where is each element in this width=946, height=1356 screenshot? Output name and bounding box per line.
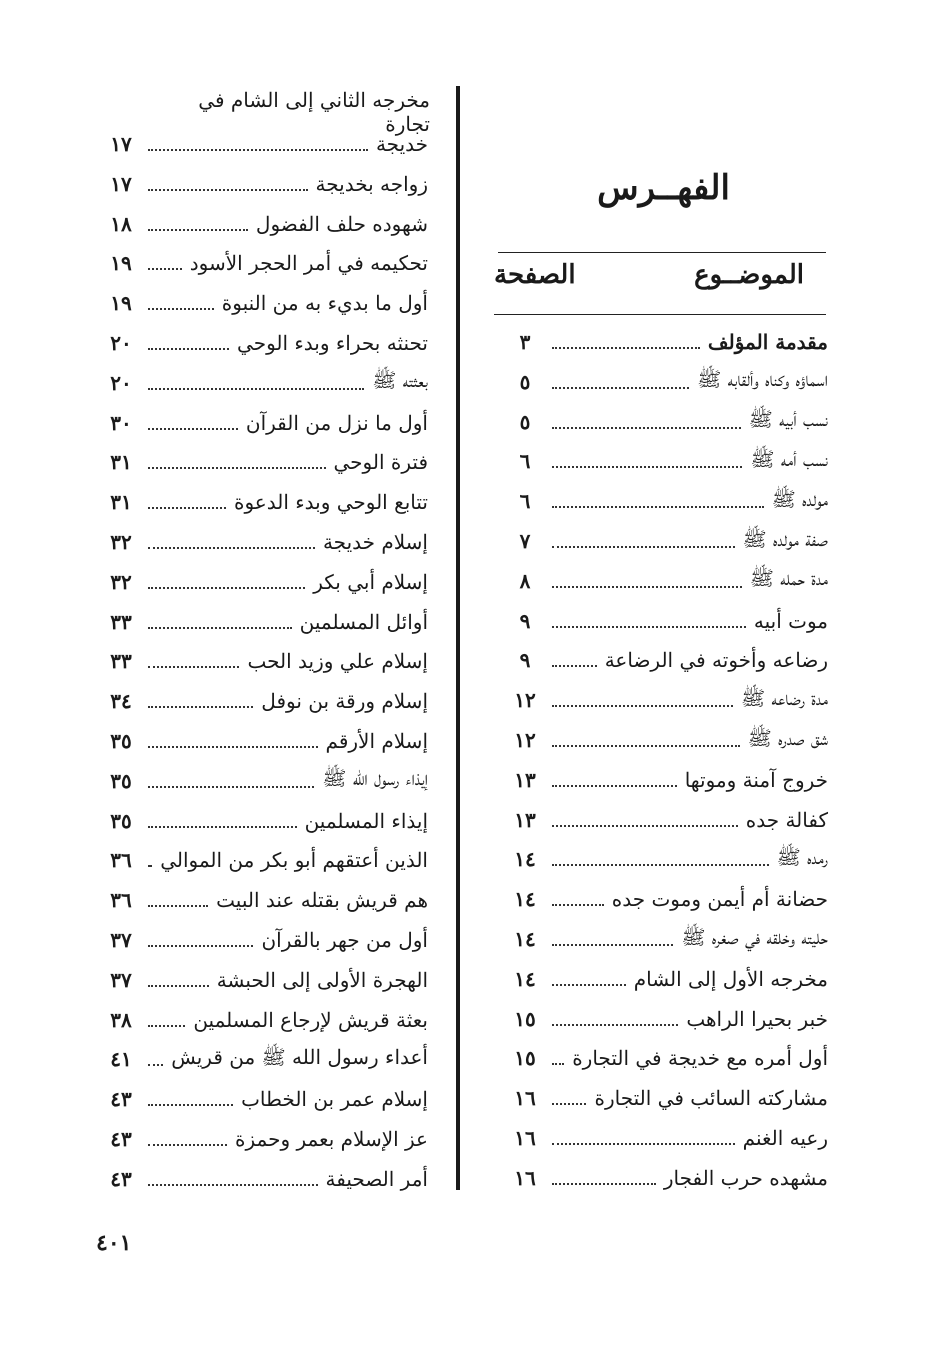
toc-entry-title: شهوده حلف الفضول	[255, 211, 428, 236]
dot-leader	[552, 1183, 656, 1185]
dot-leader	[148, 1184, 318, 1186]
toc-entry-title: أول أمره مع خديجة في التجارة	[572, 1046, 828, 1071]
toc-entry-page: ١٥	[514, 1046, 536, 1071]
toc-entry-title: زواجه بخديجة	[315, 171, 428, 196]
toc-entry	[508, 603, 828, 639]
dot-leader	[552, 427, 741, 429]
dot-leader	[552, 586, 742, 588]
toc-entry-page: ٢٠	[110, 331, 132, 355]
toc-entry-page: ١٦	[514, 1086, 536, 1111]
dot-leader	[148, 627, 292, 629]
toc-entry-title: موت أبيه	[753, 608, 828, 633]
toc-entry-title: هم قريش بقتله عند البيت	[216, 888, 428, 913]
toc-entry-page: ٣٦	[110, 888, 132, 913]
toc-entry-page: ١٥	[514, 1006, 536, 1031]
toc-entry-page: ١٢	[514, 728, 536, 752]
dot-leader	[552, 825, 738, 827]
column-divider	[456, 86, 460, 1190]
toc-entry-title: إسلام الأرقم	[325, 729, 428, 753]
toc-entry-page: ١٦	[514, 1165, 536, 1190]
dot-leader	[148, 348, 229, 350]
toc-entry-title: بعثته ﷺ	[372, 368, 428, 393]
toc-entry	[508, 921, 828, 957]
toc-entry-page: ١٤	[514, 927, 536, 951]
toc-entry-page: ٥	[519, 409, 531, 434]
toc-entry-title: الذين أعتقهم أبو بكر من الموالي	[160, 848, 428, 873]
dot-leader	[148, 865, 152, 867]
header-top-rule	[498, 252, 826, 253]
dot-leader	[552, 745, 740, 747]
dot-leader	[148, 428, 238, 430]
dot-leader	[148, 1064, 163, 1066]
toc-entry	[104, 285, 428, 321]
toc-entry	[508, 364, 828, 400]
dot-leader	[148, 587, 305, 589]
toc-entry-title: مشاركته السائب في التجارة	[594, 1086, 828, 1111]
dot-leader	[552, 506, 764, 508]
toc-entry-title: إسلام ورقة بن نوفل	[261, 689, 428, 714]
toc-entry-page: ٣٢	[110, 530, 132, 554]
toc-entry	[104, 484, 428, 520]
toc-entry	[104, 922, 428, 958]
header-page-label: الصفحة	[494, 260, 576, 290]
toc-entry	[508, 563, 828, 599]
toc-entry	[104, 1002, 428, 1038]
toc-entry-page: ٨	[519, 568, 531, 593]
toc-entry-page: ١٢	[514, 688, 536, 713]
toc-entry-title: أول ما بديء به من النبوة	[221, 291, 428, 316]
toc-entry-page: ٣٧	[110, 967, 132, 992]
toc-entry	[104, 564, 428, 600]
toc-entry-title: تتابع الوحي وبدء الدعوة	[233, 490, 428, 515]
dot-leader	[148, 388, 364, 390]
dot-leader	[148, 985, 209, 987]
toc-entry-title: أعداء رسول الله ﷺ من قريش	[171, 1044, 428, 1069]
toc-entry	[104, 405, 428, 441]
toc-entry-title: خديجة	[375, 132, 428, 156]
toc-entry-title: إيذاء رسول الله ﷺ	[322, 766, 428, 791]
dot-leader	[552, 984, 626, 986]
toc-entry-page: ٣٥	[110, 808, 132, 833]
toc-entry	[508, 1160, 828, 1196]
dot-leader	[552, 387, 689, 389]
toc-entry	[104, 325, 428, 361]
toc-entry-title: عز الإسلام بعمر وحمزة	[235, 1127, 428, 1151]
toc-entry	[104, 166, 428, 202]
continued-entry-line: مخرجه الثاني إلى الشام في تجارة	[198, 88, 430, 136]
toc-entry	[104, 723, 428, 759]
toc-entry-title: نسب أمه ﷺ	[750, 446, 828, 471]
toc-entry-page: ٦	[519, 449, 531, 474]
toc-entry-title: مشهده حرب الفجار	[663, 1165, 828, 1190]
toc-entry-title: رضاعه وأخوته في الرضاعة	[604, 648, 828, 673]
toc-entry	[104, 1161, 428, 1197]
toc-entry-title: مخرجه الأول إلى الشام	[633, 966, 828, 991]
toc-entry	[104, 245, 428, 281]
toc-entry	[104, 803, 428, 839]
dot-leader	[148, 467, 326, 469]
dot-leader	[148, 507, 226, 509]
toc-entry	[104, 763, 428, 799]
dot-leader	[148, 945, 253, 947]
toc-entry-page: ١٩	[110, 251, 132, 276]
dot-leader	[148, 746, 318, 748]
toc-entry-page: ١٩	[110, 291, 132, 316]
toc-entry-page: ٣٢	[110, 569, 132, 594]
toc-entry-page: ٣٨	[110, 1007, 132, 1032]
toc-entry-title: مدة حمله ﷺ	[749, 566, 828, 591]
toc-entry-title: خبر بحيرا الراهب	[686, 1006, 828, 1031]
dot-leader	[148, 547, 315, 549]
toc-entry	[508, 722, 828, 758]
toc-entry-title: نسب أبيه ﷺ	[748, 407, 828, 432]
toc-entry-title: إسلام أبي بكر	[313, 569, 428, 594]
toc-entry-page: ٤٣	[110, 1087, 132, 1112]
dot-leader	[552, 466, 742, 468]
toc-entry-page: ٣	[519, 330, 531, 354]
toc-entry-title: أول ما نزل من القرآن	[245, 410, 428, 435]
toc-entry	[508, 642, 828, 678]
toc-entry-title: شق صدره ﷺ	[747, 725, 828, 750]
toc-entry-page: ٢٠	[110, 370, 132, 395]
toc-entry-page: ١٦	[514, 1126, 536, 1150]
dot-leader	[148, 1144, 227, 1146]
toc-entry-page: ٥	[519, 369, 531, 394]
toc-entry-title: فترة الوحي	[333, 450, 428, 475]
header-topic-label: الموضــوع	[694, 260, 804, 290]
toc-entry	[104, 444, 428, 480]
toc-entry-title: حليته وخلقه في صغره ﷺ	[681, 924, 828, 949]
toc-entry	[104, 1121, 428, 1157]
toc-entry-page: ٧	[519, 529, 531, 553]
toc-entry	[104, 524, 428, 560]
toc-entry-page: ٤٣	[110, 1127, 132, 1151]
toc-entry-title: حضانة أم أيمن وموت جده	[611, 887, 828, 912]
toc-entry	[104, 206, 428, 242]
toc-entry-page: ٩	[519, 608, 531, 633]
dot-leader	[552, 1063, 564, 1065]
toc-entry	[508, 1001, 828, 1037]
toc-entry	[508, 682, 828, 718]
toc-entry-title: كفالة جده	[745, 807, 828, 832]
toc-entry-page: ٩	[519, 648, 531, 673]
toc-entry	[104, 604, 428, 640]
dot-leader	[552, 347, 700, 349]
toc-entry-page: ٤٣	[110, 1166, 132, 1191]
toc-entry-page: ١٣	[514, 807, 536, 832]
toc-entry	[104, 126, 428, 162]
toc-entry-page: ٣٣	[110, 649, 132, 674]
dot-leader	[148, 826, 297, 828]
toc-entry-page: ٣١	[110, 490, 132, 515]
toc-entry-title: صفة مولده ﷺ	[742, 526, 828, 551]
toc-entry	[508, 881, 828, 917]
toc-entry-title: رعيه الغنم	[742, 1126, 828, 1150]
toc-entry	[104, 842, 428, 878]
dot-leader	[552, 626, 746, 628]
toc-entry	[104, 882, 428, 918]
toc-entry	[508, 762, 828, 798]
dot-leader	[148, 786, 314, 788]
toc-entry-title: أمر الصحيفة	[325, 1166, 428, 1191]
toc-entry	[508, 841, 828, 877]
header-bottom-rule	[494, 314, 826, 315]
toc-entry-title: إسلام علي وزيد الحب	[247, 649, 428, 674]
toc-entry-page: ١٧	[110, 171, 132, 196]
dot-leader	[148, 1104, 233, 1106]
toc-entry-page: ٣٦	[110, 848, 132, 873]
toc-entry-title: إيذاء المسلمين	[304, 808, 428, 833]
toc-entry	[508, 483, 828, 519]
toc-entry-title: مدة رضاعه ﷺ	[740, 685, 828, 710]
toc-entry-title: إسلام خديجة	[322, 530, 428, 554]
toc-entry-page: ٤١	[110, 1047, 132, 1072]
dot-leader	[148, 268, 182, 270]
toc-entry	[104, 683, 428, 719]
toc-entry	[104, 1081, 428, 1117]
toc-entry	[508, 1120, 828, 1156]
toc-entry	[508, 404, 828, 440]
toc-entry-title: أوائل المسلمين	[299, 609, 428, 634]
dot-leader	[148, 666, 239, 668]
toc-entry-page: ٦	[519, 489, 531, 514]
toc-entry-page: ٣٥	[110, 729, 132, 753]
toc-entry-title: بعثة قريش لإرجاع المسلمين	[193, 1007, 428, 1032]
toc-entry	[508, 523, 828, 559]
toc-entry-page: ٣١	[110, 450, 132, 475]
dot-leader	[148, 1025, 185, 1027]
toc-entry-page: ١٤	[514, 847, 536, 872]
toc-entry-title: خروج آمنة وموتها	[684, 767, 828, 792]
toc-entry	[508, 324, 828, 360]
dot-leader	[552, 1143, 735, 1145]
toc-entry-title: مقدمة المؤلف	[707, 330, 828, 354]
toc-entry	[104, 365, 428, 401]
dot-leader	[148, 308, 214, 310]
dot-leader	[148, 189, 308, 191]
toc-entry	[508, 961, 828, 997]
toc-entry-page: ٣٣	[110, 609, 132, 634]
toc-entry	[508, 443, 828, 479]
dot-leader	[552, 1103, 586, 1105]
toc-entry	[508, 1080, 828, 1116]
dot-leader	[552, 864, 769, 866]
toc-entry-title: تحكيمه في أمر الحجر الأسود	[189, 251, 428, 276]
toc-entry-title: اسماؤه وكناه وألقابه ﷺ	[697, 367, 828, 392]
toc-entry	[104, 643, 428, 679]
toc-entry-title: مولده ﷺ	[771, 486, 828, 511]
toc-entry	[508, 802, 828, 838]
toc-entry	[508, 1040, 828, 1076]
dot-leader	[552, 1024, 678, 1026]
toc-entry-page: ١٤	[514, 966, 536, 991]
toc-entry-page: ٣٠	[110, 410, 132, 435]
dot-leader	[552, 665, 597, 667]
dot-leader	[148, 905, 208, 907]
dot-leader	[552, 785, 677, 787]
dot-leader	[148, 149, 368, 151]
toc-entry-title: أول من جهر بالقرآن	[261, 928, 428, 952]
toc-entry-title: تحنثه بحراء وبدء الوحي	[237, 331, 428, 355]
table-header	[492, 258, 826, 298]
toc-entry	[104, 1041, 428, 1077]
page-title: الفهــرس	[597, 168, 730, 208]
toc-entry-page: ٣٤	[110, 689, 132, 714]
dot-leader	[552, 944, 673, 946]
dot-leader	[552, 546, 735, 548]
toc-entry-page: ١٨	[110, 211, 132, 236]
dot-leader	[552, 705, 733, 707]
toc-entry	[104, 962, 428, 998]
toc-entry-page: ١٧	[110, 132, 132, 156]
toc-entry-page: ١٤	[514, 887, 536, 912]
page-number: ٤٠١	[96, 1230, 132, 1256]
dot-leader	[552, 904, 604, 906]
toc-entry-title: الهجرة الأولى إلى الحبشة	[216, 967, 428, 992]
toc-entry-title: رمده ﷺ	[776, 844, 828, 869]
toc-entry-page: ٣٧	[110, 928, 132, 952]
toc-entry-page: ١٣	[514, 767, 536, 792]
toc-entry-page: ٣٥	[110, 768, 132, 793]
toc-entry-title: إسلام عمر بن الخطاب	[241, 1087, 428, 1112]
dot-leader	[148, 229, 248, 231]
dot-leader	[148, 706, 253, 708]
